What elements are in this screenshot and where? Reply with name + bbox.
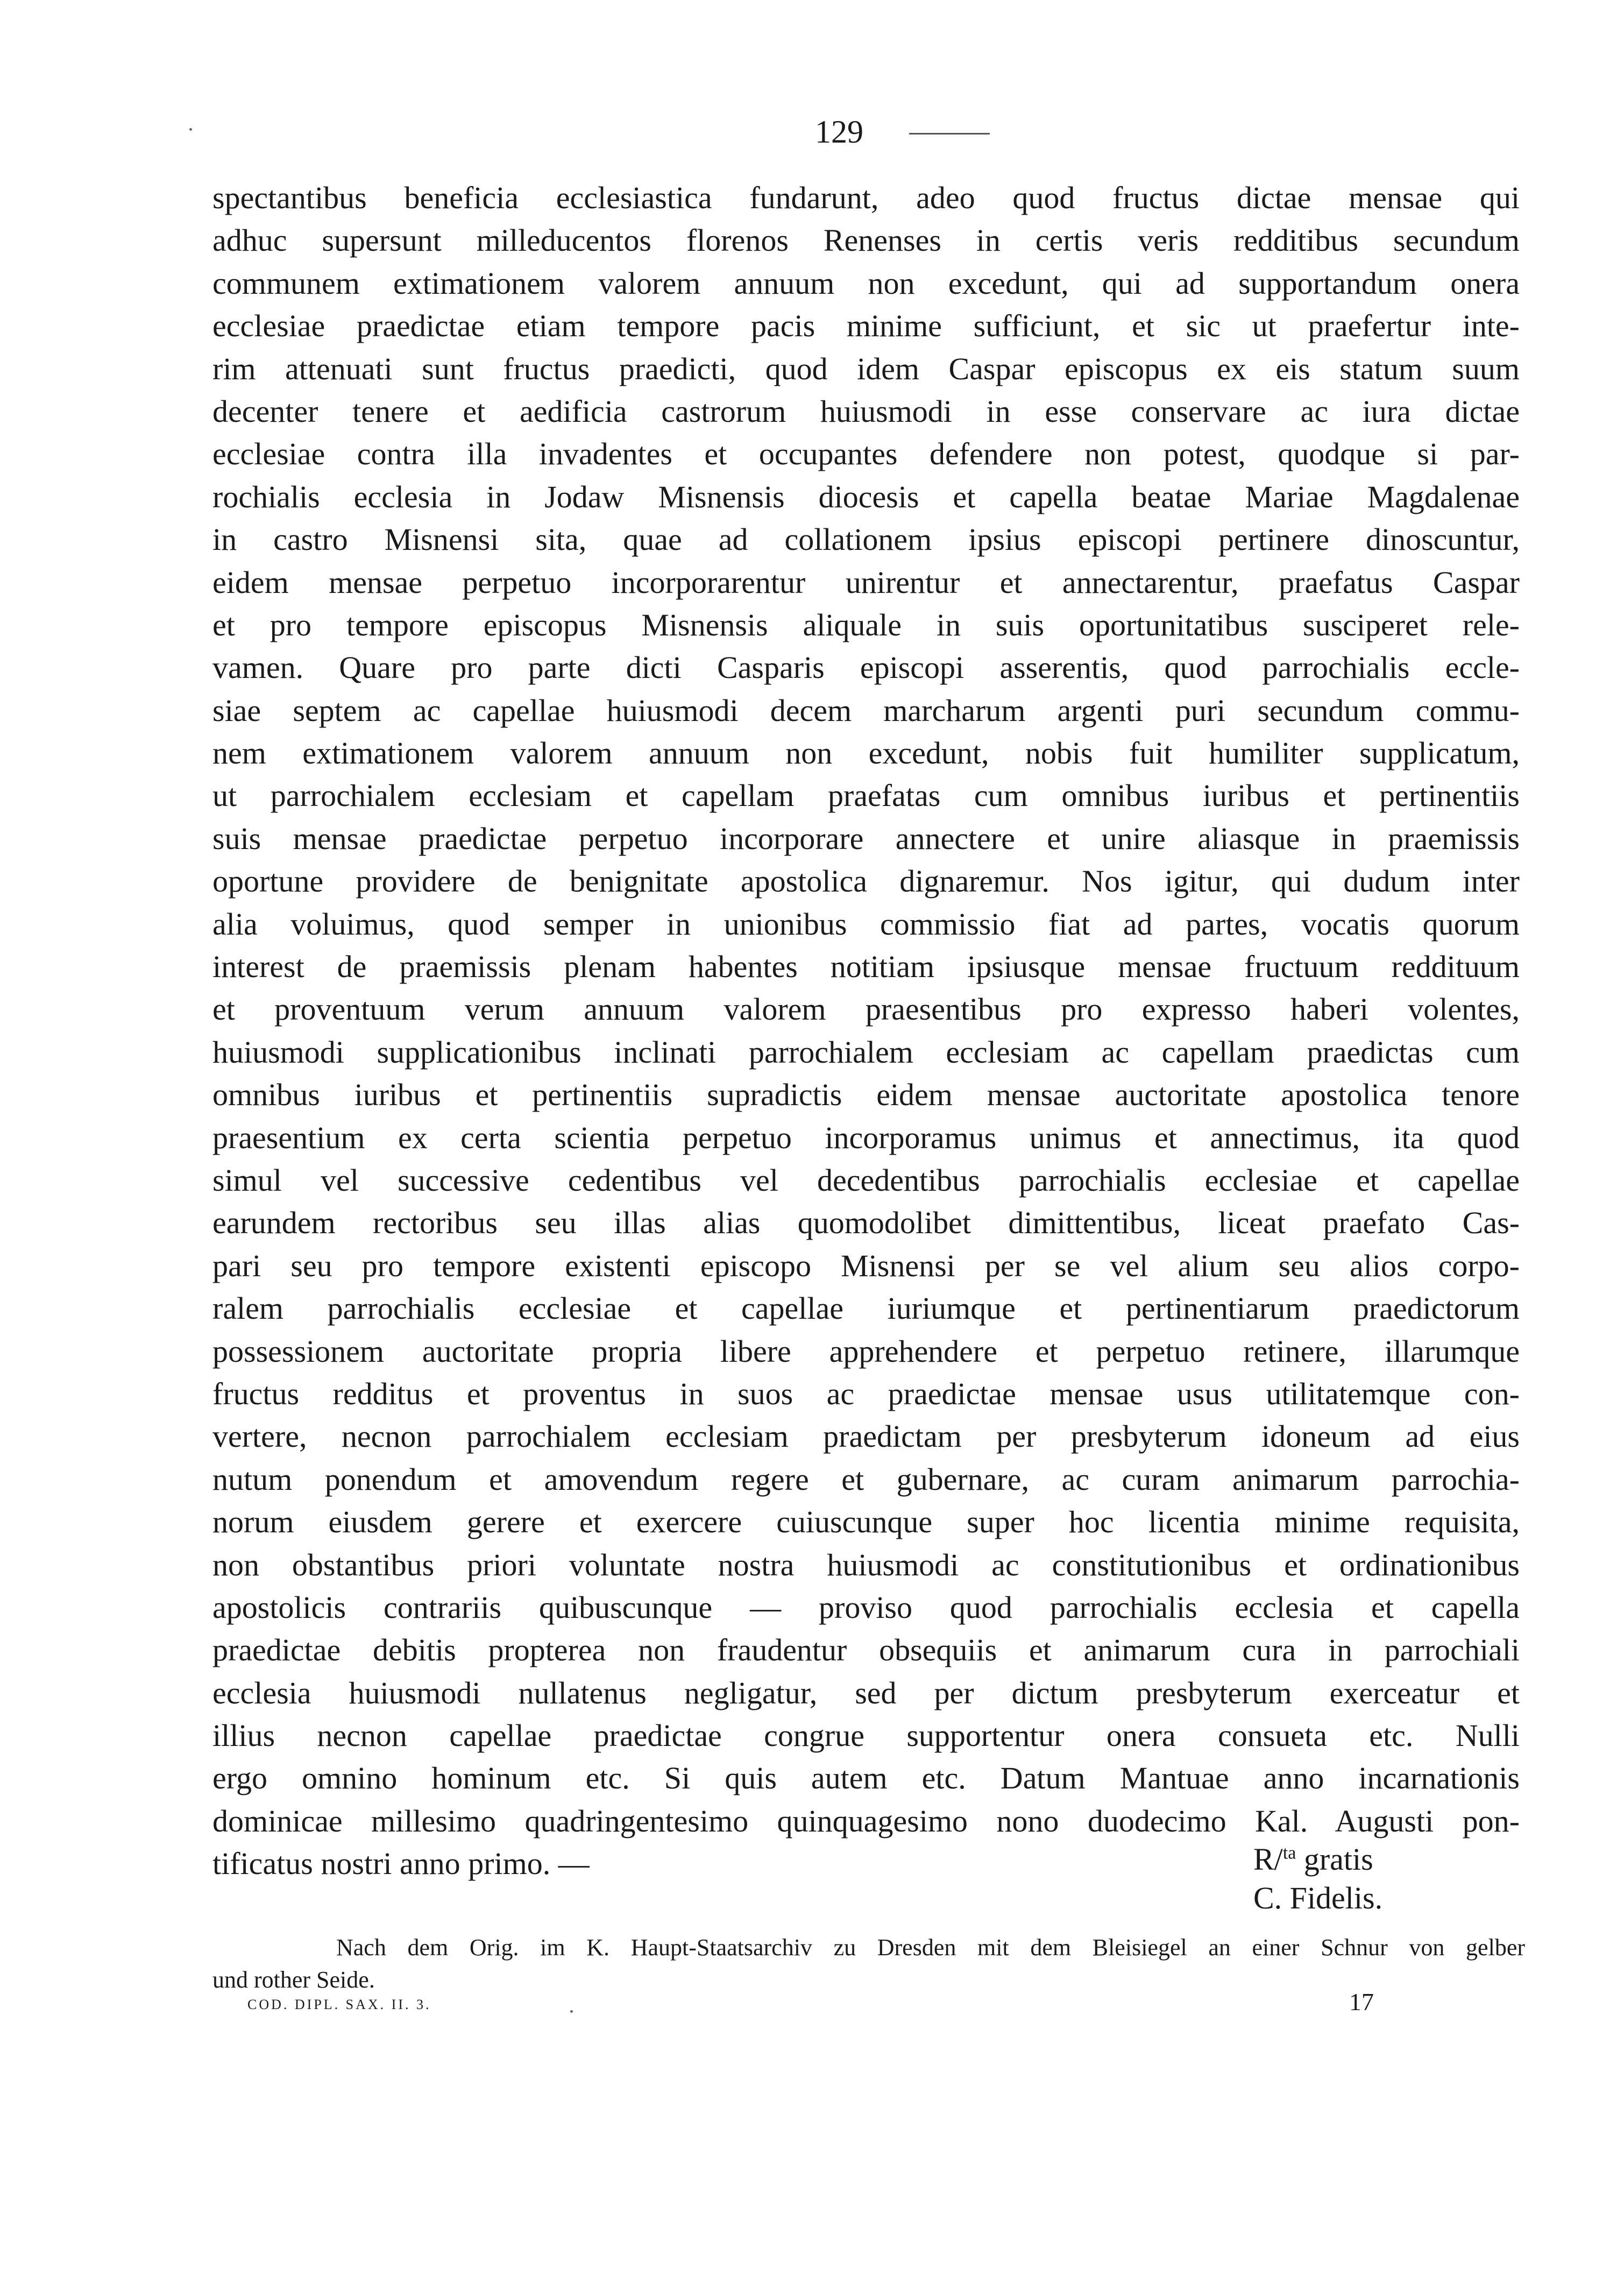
charter-text bbox=[212, 176, 1520, 1885]
paper-speck bbox=[189, 128, 192, 131]
text-line: illius necnon capellae praedictae congrue supportentur onera consueta etc. Nulli bbox=[212, 1718, 1520, 1753]
text-line: norum eiusdem gerere et exercere cuiuscunque super hoc licentia minime requisita, bbox=[212, 1504, 1520, 1540]
source-note-line-2: und rother Seide. bbox=[212, 1967, 375, 1993]
text-line: apostolicis contrariis quibuscunque — proviso quod parrochialis ecclesia et capella bbox=[212, 1589, 1520, 1625]
text-line: tificatus nostri anno primo. — bbox=[212, 1846, 590, 1882]
text-line: ecclesia huiusmodi nullatenus negligatur, sed per dictum presbyterum exerceatur et bbox=[212, 1675, 1520, 1710]
text-line: rim attenuati sunt fructus praedicti, quod idem Caspar episcopus ex eis statum suum bbox=[212, 351, 1520, 386]
page-number: 129 bbox=[815, 114, 863, 150]
source-note bbox=[212, 1932, 1525, 1996]
text-line: et pro tempore episcopus Misnensis aliquale in suis oportunitatibus susciperet rele- bbox=[212, 607, 1520, 642]
paper-speck bbox=[570, 2010, 573, 2013]
text-line: communem extimationem valorem annuum non excedunt, qui ad supportandum onera bbox=[212, 265, 1520, 301]
sheet-number: 17 bbox=[1349, 1988, 1374, 2016]
text-line: decenter tenere et aedificia castrorum huiusmodi in esse conservare ac iura dictae bbox=[212, 393, 1520, 429]
text-line: ralem parrochialis ecclesiae et capellae iuriumque et pertinentiarum praedictorum bbox=[212, 1291, 1520, 1326]
registry-superscript: ta bbox=[1282, 1843, 1296, 1863]
text-line: suis mensae praedictae perpetuo incorporare annectere et unire aliasque in praemissis bbox=[212, 821, 1520, 856]
text-line: simul vel successive cedentibus vel decedentibus parrochialis ecclesiae et capellae bbox=[212, 1162, 1520, 1198]
text-line: vertere, necnon parrochialem ecclesiam praedictam per presbyterum idoneum ad eius bbox=[212, 1419, 1520, 1454]
registry-prefix: R/ bbox=[1253, 1842, 1283, 1877]
registry-line bbox=[1253, 1840, 1533, 1879]
text-line: spectantibus beneficia ecclesiastica fundarunt, adeo quod fructus dictae mensae qui bbox=[212, 180, 1520, 215]
text-line: pari seu pro tempore existenti episcopo Misnensi per se vel alium seu alios corpo- bbox=[212, 1248, 1520, 1283]
source-note-line-1: Nach dem Orig. im K. Haupt-Staatsarchiv zu Dresden mit dem Bleisiegel an einer Schnur von gelber bbox=[336, 1934, 1525, 1961]
page-header bbox=[0, 110, 1624, 153]
text-line: interest de praemissis plenam habentes notitiam ipsiusque mensae fructuum reddituum bbox=[212, 949, 1520, 985]
registry-note bbox=[1253, 1840, 1533, 1918]
text-line: ecclesiae contra illa invadentes et occupantes defendere non potest, quodque si par- bbox=[212, 436, 1520, 472]
text-line: in castro Misnensi sita, quae ad collationem ipsius episcopi pertinere dinoscuntur, bbox=[212, 522, 1520, 557]
text-line: omnibus iuribus et pertinentiis supradictis eidem mensae auctoritate apostolica tenore bbox=[212, 1077, 1520, 1113]
text-line: alia voluimus, quod semper in unionibus commissio fiat ad partes, vocatis quorum bbox=[212, 906, 1520, 942]
text-line: ergo omnino hominum etc. Si quis autem etc. Datum Mantuae anno incarnationis bbox=[212, 1760, 1520, 1796]
registry-word: gratis bbox=[1303, 1842, 1373, 1877]
text-line: fructus redditus et proventus in suos ac praedictae mensae usus utilitatemque con- bbox=[212, 1376, 1520, 1411]
text-line: oportune providere de benignitate apostolica dignaremur. Nos igitur, qui dudum inter bbox=[212, 864, 1520, 899]
scribe-name: C. Fidelis. bbox=[1253, 1880, 1383, 1915]
text-line: ut parrochialem ecclesiam et capellam praefatas cum omnibus iuribus et pertinentiis bbox=[212, 778, 1520, 814]
text-line: nutum ponendum et amovendum regere et gubernare, ac curam animarum parrochia- bbox=[212, 1461, 1520, 1497]
text-line: praesentium ex certa scientia perpetuo incorporamus unimus et annectimus, ita quod bbox=[212, 1120, 1520, 1155]
text-line: vamen. Quare pro parte dicti Casparis episcopi asserentis, quod parrochialis eccle- bbox=[212, 650, 1520, 685]
text-line: dominicae millesimo quadringentesimo quinquagesimo nono duodecimo Kal. Augusti pon- bbox=[212, 1803, 1520, 1838]
printer-signature-mark: COD. DIPL. SAX. II. 3. bbox=[247, 1997, 431, 2012]
text-line: adhuc supersunt milleducentos florenos Renenses in certis veris redditibus secundum bbox=[212, 223, 1520, 258]
text-line: nem extimationem valorem annuum non excedunt, nobis fuit humiliter supplicatum, bbox=[212, 736, 1520, 771]
header-rule bbox=[909, 133, 990, 135]
text-line: possessionem auctoritate propria libere apprehendere et perpetuo retinere, illarumque bbox=[212, 1333, 1520, 1369]
text-line: rochialis ecclesia in Jodaw Misnensis diocesis et capella beatae Mariae Magdalenae bbox=[212, 479, 1520, 514]
text-line: ecclesiae praedictae etiam tempore pacis minime sufficiunt, et sic ut praefertur inte- bbox=[212, 308, 1520, 344]
text-line: praedictae debitis propterea non fraudentur obsequiis et animarum cura in parrochiali bbox=[212, 1632, 1520, 1668]
text-line: earundem rectoribus seu illas alias quomodolibet dimittentibus, liceat praefato Cas- bbox=[212, 1205, 1520, 1241]
text-line: eidem mensae perpetuo incorporarentur unirentur et annectarentur, praefatus Caspar bbox=[212, 564, 1520, 600]
text-line: huiusmodi supplicationibus inclinati parrochialem ecclesiam ac capellam praedictas cum bbox=[212, 1034, 1520, 1070]
text-line: et proventuum verum annuum valorem praesentibus pro expresso haberi volentes, bbox=[212, 992, 1520, 1027]
text-line: non obstantibus priori voluntate nostra huiusmodi ac constitutionibus et ordinationibus bbox=[212, 1547, 1520, 1582]
text-line: siae septem ac capellae huiusmodi decem marcharum argenti puri secundum commu- bbox=[212, 692, 1520, 728]
